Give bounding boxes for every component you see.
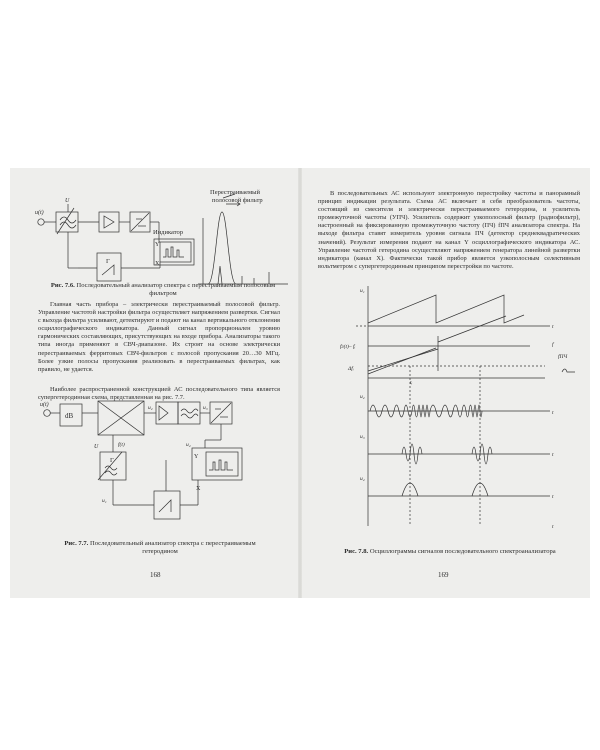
svg-text:u₁: u₁ [360,288,365,294]
svg-text:u(t): u(t) [35,210,44,216]
right-page [300,168,590,598]
svg-text:Y: Y [155,242,160,248]
page-number-left: 168 [150,571,161,579]
svg-text:Перестраиваемый: Перестраиваемый [210,189,261,196]
svg-text:Г: Г [110,457,114,464]
paragraph-1: Главная часть прибора – электрически перестраиваемый полосовой фильтр. Управление частотой настройки фильтра осуществляет напряжением развертки. Сигнал с выхода фильтра усиливают, детектируют и подают на канал вертикального отклонения осциллографического индикатора. Данный сигнал пропорционален уровню гармонических составляющих, присутствующих на входе прибора. Анализаторы такого типа иногда применяют в СВЧ-диапазоне. Их строят на основе электрически перестраиваемых ферритовых СВЧ-фильтров с полосой пропускания 20…30 МГц. Более узкие полосы пропускания реализовать в перестраиваемых фильтрах, как правило, не удается. [38,301,280,373]
svg-text:Индикатор: Индикатор [153,229,183,236]
svg-text:u₁: u₁ [102,498,107,504]
figure-7-7 [10,400,300,530]
svg-text:fг(t)– fᵢ: fг(t)– fᵢ [340,344,356,350]
svg-text:t: t [552,494,554,500]
svg-text:t: t [552,524,554,530]
paragraph-2: Наиболее распространенной конструкцией АС последовательного типа является супергетеродинная схема, представленная на рис. 7.7. [38,386,280,402]
svg-text:u₂: u₂ [360,394,365,400]
svg-text:fПЧ: fПЧ [558,354,568,360]
book-spread [10,168,590,598]
page-number-right: 169 [438,571,449,579]
svg-text:U: U [94,444,99,450]
svg-text:X: X [196,486,201,492]
svg-text:X: X [155,261,160,267]
svg-text:f(t): f(t) [118,442,125,448]
svg-text:u₄: u₄ [186,442,191,448]
figure-7-6 [10,168,300,293]
svg-text:Г: Г [106,258,110,265]
svg-text:t: t [552,410,554,416]
svg-text:U: U [65,198,70,204]
svg-text:полосовой фильтр: полосовой фильтр [212,197,263,204]
paragraph-right: В последовательных АС используют электронную перестройку частоты и панорамный принцип индикации результата. Схема АС включает в себя преобразователь частоты, состоящий из смесителя и электрически перестраиваемого гетеродина, и усилитель промежуточной частоты (УПЧ). Усилитель содержит узкополосный фильтр (радиофильтр), настроенный на фиксированную промежуточную частоту (ПЧ) fПЧ анализатора спектра. На выходе фильтра ставят измеритель уровня сигнала ПЧ (детектор среднеквадратических значений). Результат измерения подают на канал Y осциллографического индикатора АС. Управление частотой гетеродина осуществляют напряжением генератора линейной развертки индикатора (канал X). Фактически такой прибор является узкополосным селективным вольтметром с супергетеродинным принципом перестройки по частоте. [318,190,580,270]
svg-text:Δfᵢ: Δfᵢ [348,366,354,372]
svg-text:tᵢ: tᵢ [410,380,413,386]
svg-text:u₄: u₄ [360,476,365,482]
svg-text:dB: dB [65,412,74,420]
svg-text:Y: Y [194,454,199,460]
svg-text:u(t): u(t) [40,402,49,408]
svg-text:t: t [552,452,554,458]
left-page [10,168,300,598]
svg-text:u₃: u₃ [203,405,208,411]
caption-7-7: Рис. 7.7. Последовательный анализатор спектра с перестраиваемым гетеродином [64,540,256,555]
caption-7-8: Рис. 7.8. Осциллограммы сигналов последовательного спектроанализатора [344,548,556,555]
figure-7-8 [300,286,590,546]
svg-text:u₂: u₂ [148,405,153,411]
svg-text:u₃: u₃ [360,434,365,440]
caption-7-6: Рис. 7.6. Последовательный анализатор спектра с перестраиваемым полосовым фильтром [50,282,276,297]
svg-text:t: t [552,324,554,330]
svg-text:f: f [552,342,554,348]
